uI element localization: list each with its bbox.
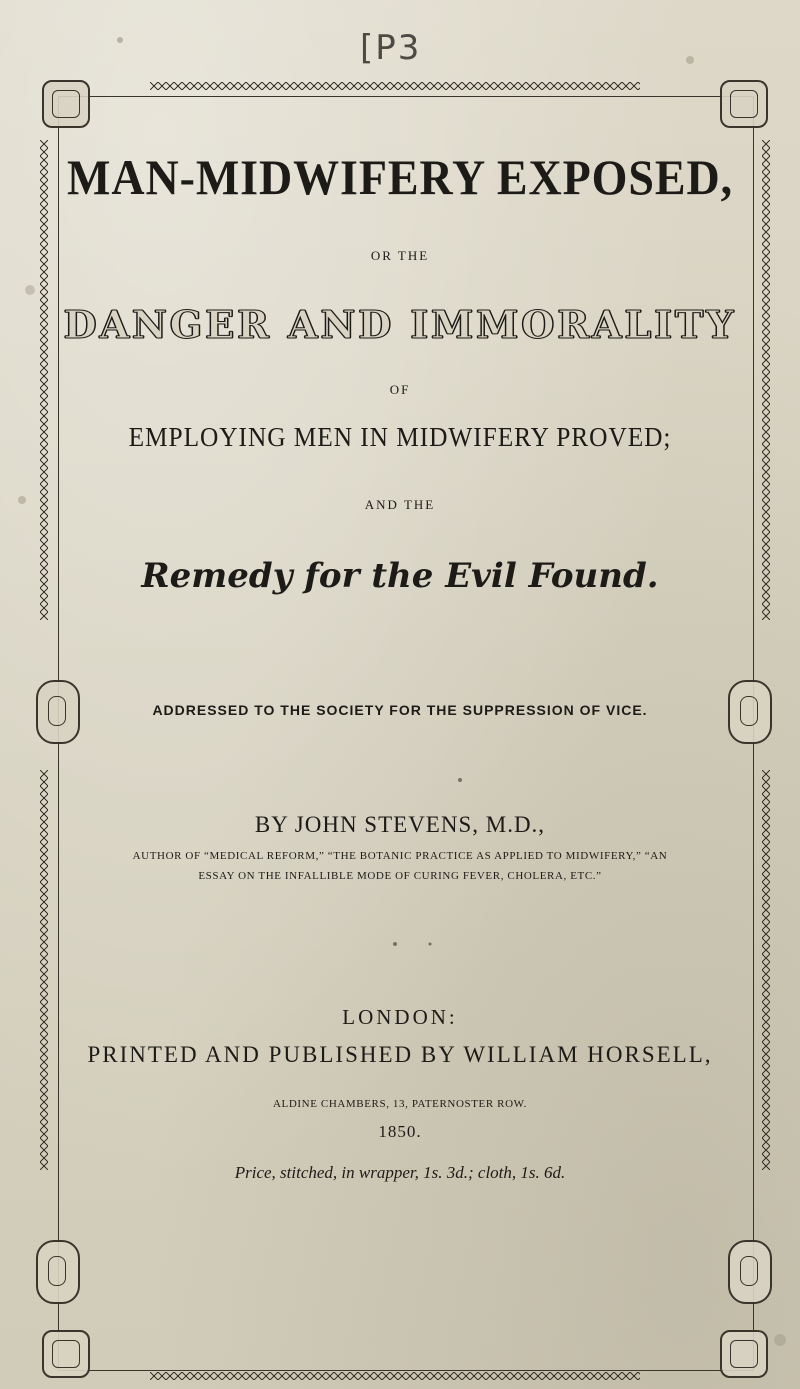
remedy-heading: Remedy for the Evil Found. [141,556,659,596]
corner-ornament-icon [42,1330,90,1378]
employing-men-heading: EMPLOYING MEN IN MIDWIFERY PROVED; [128,422,672,452]
publisher-line: PRINTED AND PUBLISHED BY WILLIAM HORSELL, [87,1042,713,1067]
price-line: Price, stitched, in wrapper, 1s. 3d.; cloth, 1s. 6d. [234,1163,566,1182]
side-ornament-icon [36,1240,80,1304]
dedication-line: ADDRESSED TO THE SOCIETY FOR THE SUPPRESSION OF VICE. [152,702,648,718]
danger-immorality-heading: DANGER AND IMMORALITY [63,302,737,347]
corner-ornament-icon [720,1330,768,1378]
corner-ornament-icon [42,80,90,128]
publication-year: 1850. [378,1122,422,1141]
library-shelfmark: [P3 [360,28,422,68]
and-the-connector: AND THE [364,497,436,512]
author-works-line-1: AUTHOR OF “MEDICAL REFORM,” “THE BOTANIC PRACTICE AS APPLIED TO MIDWIFERY,” “AN [132,850,668,862]
corner-ornament-icon [720,80,768,128]
author-works-line-2: ESSAY ON THE INFALLIBLE MODE OF CURING FEVER, CHOLERA, ETC.” [198,870,602,882]
place-of-publication: LONDON: [342,1005,458,1029]
book-title: MAN-MIDWIFERY EXPOSED, [66,149,734,205]
author-name: BY JOHN STEVENS, M.D., [254,812,546,837]
publisher-address: ALDINE CHAMBERS, 13, PATERNOSTER ROW. [273,1098,527,1110]
or-the-connector: OR THE [370,248,430,263]
side-ornament-icon [728,1240,772,1304]
of-connector: OF [389,382,411,397]
